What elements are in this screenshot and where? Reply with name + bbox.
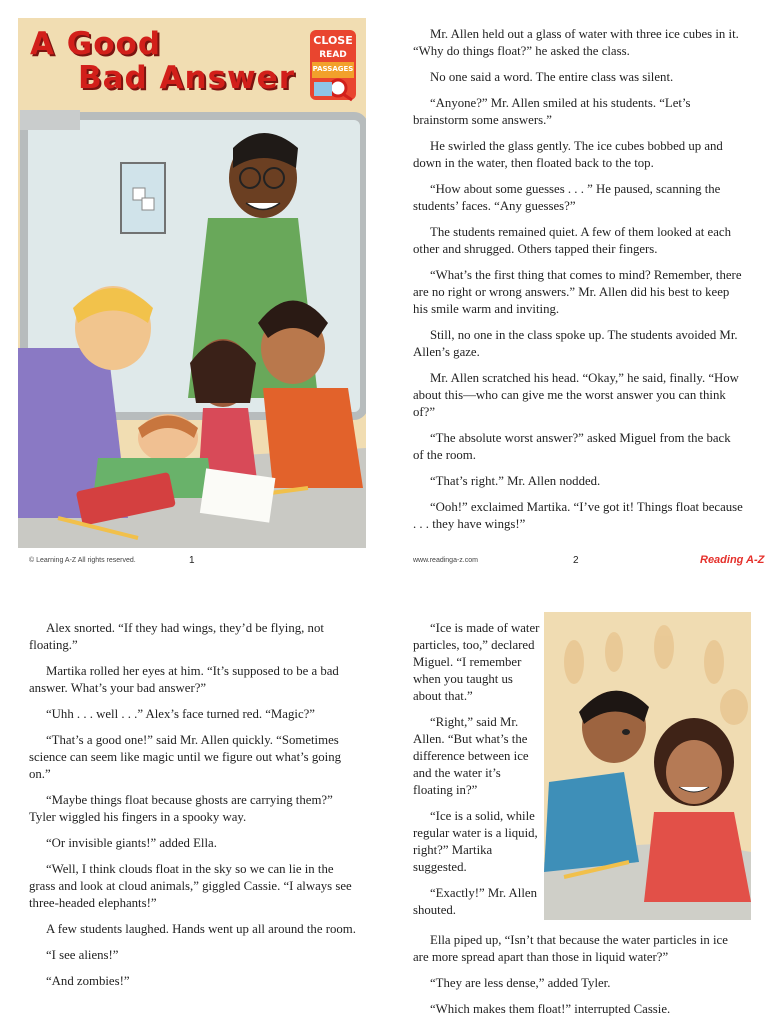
page-2-text: [413, 26, 743, 542]
paragraph: No one said a word. The entire class was silent.: [430, 70, 674, 84]
paragraph: “Ice is made of water particles, too,” declared Miguel. “I remember when you taught us about that.”: [413, 621, 540, 703]
paragraph: Martika rolled her eyes at him. “It’s supposed to be a bad answer. What’s your bad answer?”: [29, 664, 339, 695]
paragraph: “That’s right.” Mr. Allen nodded.: [430, 474, 601, 488]
paragraph: “The absolute worst answer?” asked Miguel from the back of the room.: [413, 431, 731, 462]
paragraph: “I see aliens!”: [46, 948, 119, 962]
paragraph: “Anyone?” Mr. Allen smiled at his students. “Let’s brainstorm some answers.”: [413, 96, 691, 127]
page-3-text: [29, 620, 359, 999]
paragraph: He swirled the glass gently. The ice cubes bobbed up and down in the water, then floated back to the top.: [413, 139, 723, 170]
paragraph: “How about some guesses . . . ” He paused, scanning the students’ faces. “Any guesses?”: [413, 182, 721, 213]
paragraph: “Which makes them float!” interrupted Cassie.: [430, 1002, 671, 1016]
copyright-footer: © Learning A-Z All rights reserved.: [29, 557, 136, 564]
paragraph: “And zombies!”: [46, 974, 130, 988]
page-4-narrow-text: [413, 620, 541, 928]
badge-word-passages: PASSAGES: [312, 65, 354, 73]
page-4: [384, 600, 768, 1024]
paragraph: Still, no one in the class spoke up. The students avoided Mr. Allen’s gaze.: [413, 328, 738, 359]
book-title-line-2: Bad Answer: [78, 60, 295, 96]
cover-illustration: [18, 18, 366, 548]
page-number-1: 1: [189, 555, 195, 566]
paragraph: “Ooh!” exclaimed Martika. “I’ve got it! Things float because . . . they have wings!”: [413, 500, 743, 531]
students-raising-hands-illustration: [544, 612, 751, 920]
paragraph: “Maybe things float because ghosts are carrying them?” Tyler wiggled his fingers in a spooky way.: [29, 793, 333, 824]
paragraph: Alex snorted. “If they had wings, they’d be flying, not floating.”: [29, 621, 324, 652]
page-4-wide-text: [413, 932, 743, 1027]
paragraph: “What’s the first thing that comes to mind? Remember, there are no right or wrong answers.” Mr. Allen did his best to keep his smile warm and inviting.: [413, 268, 742, 316]
website-url: www.readinga-z.com: [413, 557, 478, 564]
close-read-passages-badge: [308, 28, 358, 102]
paragraph: “Exactly!” Mr. Allen shouted.: [413, 886, 537, 917]
reading-az-logo: Reading A-Z: [700, 554, 765, 566]
paragraph: “Uhh . . . well . . .” Alex’s face turned red. “Magic?”: [46, 707, 315, 721]
book-title-line-1: A Good: [30, 26, 162, 62]
page-number-2: 2: [573, 555, 579, 566]
badge-word-close: CLOSE: [313, 34, 353, 47]
paragraph: “That’s a good one!” said Mr. Allen quickly. “Sometimes science can seem like magic until we figure out what’s going on.”: [29, 733, 342, 781]
paragraph: “Well, I think clouds float in the sky so we can lie in the grass and look at cloud animals,” giggled Cassie. “I always see three-headed elephants!”: [29, 862, 352, 910]
paragraph: Ella piped up, “Isn’t that because the water particles in ice are more spread apart than those in liquid water?”: [413, 933, 728, 964]
paragraph: “Ice is a solid, while regular water is a liquid, right?” Martika suggested.: [413, 809, 538, 874]
paragraph: A few students laughed. Hands went up all around the room.: [46, 922, 356, 936]
paragraph: “Right,” said Mr. Allen. “But what’s the difference between ice and the water it’s floating in?”: [413, 715, 529, 797]
page-3: [0, 600, 384, 1024]
badge-word-read: READ: [319, 50, 347, 60]
page-2: [384, 0, 768, 580]
paragraph: “They are less dense,” added Tyler.: [430, 976, 611, 990]
paragraph: The students remained quiet. A few of them looked at each other and shrugged. Others tapped their fingers.: [413, 225, 731, 256]
paragraph: Mr. Allen scratched his head. “Okay,” he said, finally. “How about this—who can give me the worst answer you can think of?”: [413, 371, 739, 419]
paragraph: “Or invisible giants!” added Ella.: [46, 836, 217, 850]
page-1: [0, 0, 384, 580]
students-illustration: [544, 612, 751, 920]
paragraph: Mr. Allen held out a glass of water with three ice cubes in it. “Why do things float?” he asked the class.: [413, 27, 739, 58]
